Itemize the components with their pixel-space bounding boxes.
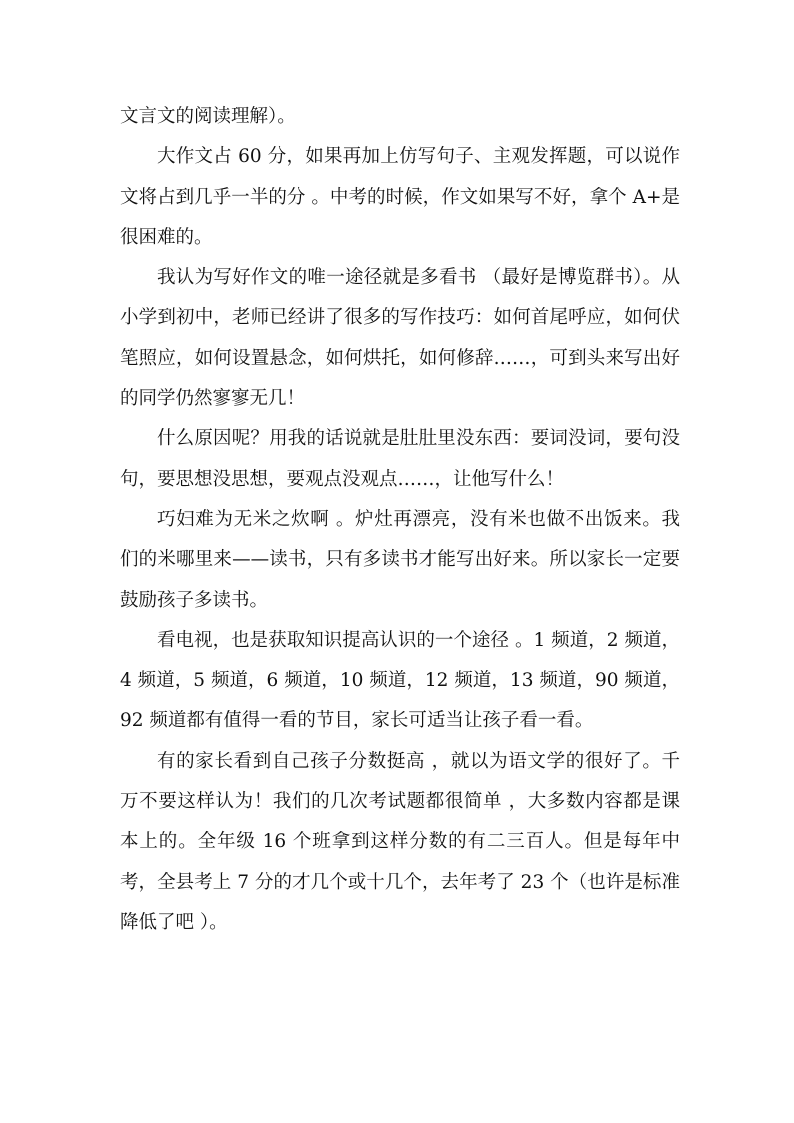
paragraph-reason: 什么原因呢？用我的话说就是肚肚里没东西：要词没词，要句没句，要思想没思想，要观点没观点……，让他写什么！ xyxy=(120,428,680,490)
document-body xyxy=(120,97,680,943)
paragraph-composition-score: 大作文占 60 分，如果再加上仿写句子、主观发挥题，可以说作文将占到几乎一半的分 。中考的时候，作文如果写不好，拿个 A+是很困难的。 xyxy=(120,146,680,248)
paragraph-high-scores: 有的家长看到自己孩子分数挺高 ，就以为语文学的很好了。千万不要这样认为！我们的几次考试题都很简单 ，大多数内容都是课本上的。全年级 16 个班拿到这样分数的有二三百人。但是每年中考，全县考上 7 分的才几个或十几个，去年考了 23 个（也许是标准降低了吧 ）。 xyxy=(120,750,680,933)
paragraph-read-more-books: 我认为写好作文的唯一途径就是多看书 （最好是博览群书）。从小学到初中，老师已经讲了很多的写作技巧：如何首尾呼应，如何伏笔照应，如何设置悬念，如何烘托，如何修辞……，可到头来写出好的同学仍然寥寥无几！ xyxy=(120,267,680,410)
paragraph-continuation: 文言文的阅读理解）。 xyxy=(120,106,296,127)
paragraph-no-rice: 巧妇难为无米之炊啊 。炉灶再漂亮，没有米也做不出饭来。我们的米哪里来——读书，只有多读书才能写出好来。所以家长一定要鼓励孩子多读书。 xyxy=(120,508,680,611)
paragraph-watch-tv: 看电视，也是获取知识提高认识的一个途径 。1 频道，2 频道，4 频道，5 频道，6 频道，10 频道，12 频道，13 频道，90 频道，92 频道都有值得一看的节目，家长可适当让孩子看一看。 xyxy=(120,629,680,732)
